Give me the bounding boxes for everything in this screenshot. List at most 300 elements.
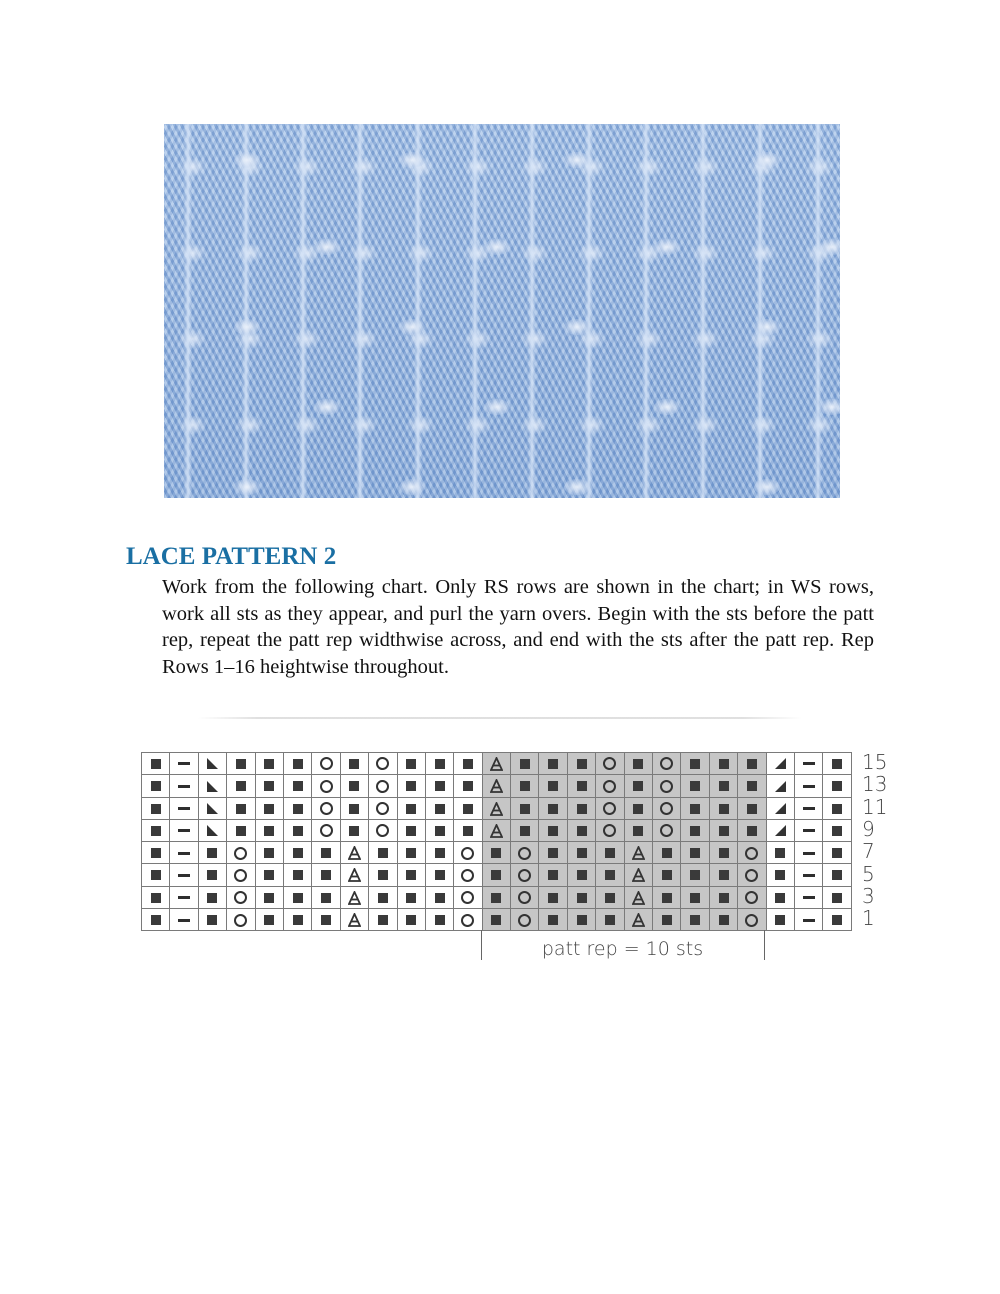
chart-cell — [425, 842, 453, 864]
knit-square-icon — [406, 915, 416, 925]
knit-square-icon — [491, 893, 501, 903]
knit-square-icon — [662, 870, 672, 880]
chart-cell — [312, 797, 340, 819]
swatch-eyelet — [754, 479, 780, 495]
knit-square-icon — [321, 915, 331, 925]
chart-cell — [454, 842, 482, 864]
chart-cell — [227, 775, 255, 797]
knit-square-icon — [633, 781, 643, 791]
knit-square-icon — [548, 870, 558, 880]
chart-cell — [283, 753, 311, 775]
left-decrease-triangle-icon — [206, 824, 219, 837]
knit-square-icon — [207, 915, 217, 925]
chart-cell — [312, 819, 340, 841]
chart-row-1 — [142, 909, 852, 931]
yarn-over-circle-icon — [745, 914, 758, 927]
yarn-over-circle-icon — [234, 891, 247, 904]
chart-cell — [142, 909, 170, 931]
purl-dash-icon — [803, 829, 815, 832]
chart-cell — [823, 797, 851, 819]
chart-cell — [653, 909, 681, 931]
swatch-eyelet — [484, 399, 510, 415]
yarn-over-circle-icon — [745, 891, 758, 904]
chart-cell — [823, 842, 851, 864]
knit-square-icon — [747, 781, 757, 791]
chart-cell — [283, 886, 311, 908]
knit-square-icon — [719, 915, 729, 925]
knit-square-icon — [747, 826, 757, 836]
knit-square-icon — [293, 893, 303, 903]
knit-square-icon — [463, 804, 473, 814]
swatch-rib — [242, 124, 250, 498]
chart-cell — [454, 886, 482, 908]
knit-square-icon — [690, 848, 700, 858]
pattern-instructions: Work from the following chart. Only RS rows are shown in the chart; in WS rows, work all sts as they appear, and purl the yarn overs. Begin with the sts before the patt rep, repeat the patt rep widthwise across, and end with the sts after the patt rep. Rep Rows 1–16 heightwise throughout. — [162, 576, 874, 678]
chart-cell — [596, 797, 624, 819]
chart-cell — [397, 886, 425, 908]
chart-cell — [482, 864, 510, 886]
knit-square-icon — [321, 870, 331, 880]
chart-cell — [511, 797, 539, 819]
knit-square-icon — [775, 870, 785, 880]
knit-square-icon — [832, 848, 842, 858]
chart-cell — [425, 886, 453, 908]
yarn-over-circle-icon — [518, 869, 531, 882]
row-number-label: 3 — [862, 883, 875, 908]
chart-row-3 — [142, 886, 852, 908]
knit-square-icon — [775, 848, 785, 858]
knit-square-icon — [406, 826, 416, 836]
knit-square-icon — [435, 781, 445, 791]
knit-square-icon — [151, 848, 161, 858]
purl-dash-icon — [178, 852, 190, 855]
knit-square-icon — [690, 759, 700, 769]
chart-cell — [397, 797, 425, 819]
purl-dash-icon — [178, 896, 190, 899]
knit-square-icon — [548, 915, 558, 925]
chart-cell — [766, 775, 794, 797]
chart-cell — [170, 864, 198, 886]
knit-square-icon — [406, 848, 416, 858]
knit-square-icon — [832, 915, 842, 925]
chart-row-15 — [142, 753, 852, 775]
knit-square-icon — [577, 804, 587, 814]
swatch-eyelet — [819, 399, 840, 415]
yarn-over-circle-icon — [518, 914, 531, 927]
yarn-over-circle-icon — [234, 847, 247, 860]
chart-cell — [738, 842, 766, 864]
chart-cell — [369, 842, 397, 864]
chart-cell — [198, 819, 226, 841]
knit-square-icon — [349, 826, 359, 836]
chart-cell — [823, 864, 851, 886]
chart-cell — [624, 864, 652, 886]
chart-cell — [283, 775, 311, 797]
chart-cell — [794, 819, 822, 841]
chart-cell — [794, 909, 822, 931]
knit-square-icon — [236, 759, 246, 769]
swatch-eyelet — [234, 152, 260, 168]
chart-cell — [511, 886, 539, 908]
chart-cell — [170, 775, 198, 797]
chart-cell — [653, 886, 681, 908]
chart-cell — [454, 797, 482, 819]
chart-cell — [539, 886, 567, 908]
knit-square-icon — [520, 759, 530, 769]
chart-cell — [624, 886, 652, 908]
chart-cell — [482, 819, 510, 841]
knit-square-icon — [548, 804, 558, 814]
chart-cell — [511, 842, 539, 864]
chart-cell — [511, 864, 539, 886]
chart-cell — [170, 842, 198, 864]
double-decrease-triangle-icon — [348, 891, 361, 905]
chart-cell — [454, 775, 482, 797]
knit-square-icon — [662, 893, 672, 903]
chart-cell — [681, 775, 709, 797]
chart-cell — [653, 753, 681, 775]
chart-cell — [539, 864, 567, 886]
chart-cell — [681, 819, 709, 841]
chart-cell — [567, 886, 595, 908]
chart-cell — [454, 864, 482, 886]
chart-cell — [170, 819, 198, 841]
chart-cell — [539, 753, 567, 775]
yarn-over-circle-icon — [603, 802, 616, 815]
knit-square-icon — [719, 759, 729, 769]
knit-square-icon — [293, 759, 303, 769]
chart-cell — [425, 797, 453, 819]
row-number-label: 7 — [862, 839, 875, 864]
knit-square-icon — [577, 915, 587, 925]
row-number-label: 15 — [862, 750, 888, 774]
knit-square-icon — [577, 893, 587, 903]
knit-square-icon — [435, 759, 445, 769]
yarn-over-circle-icon — [376, 802, 389, 815]
chart-cell — [198, 864, 226, 886]
chart-cell — [794, 797, 822, 819]
chart-cell — [766, 864, 794, 886]
purl-dash-icon — [803, 874, 815, 877]
knit-square-icon — [719, 826, 729, 836]
chart-cell — [794, 864, 822, 886]
chart-cell — [766, 753, 794, 775]
chart-cell — [283, 864, 311, 886]
yarn-over-circle-icon — [603, 780, 616, 793]
knit-square-icon — [605, 870, 615, 880]
swatch-rib — [471, 124, 479, 498]
chart-cell — [227, 864, 255, 886]
chart-cell — [567, 864, 595, 886]
chart-cell — [198, 775, 226, 797]
chart-cell — [482, 842, 510, 864]
chart-cell — [369, 797, 397, 819]
knit-square-icon — [832, 759, 842, 769]
double-decrease-triangle-icon — [632, 868, 645, 882]
knit-square-icon — [151, 893, 161, 903]
chart-cell — [227, 797, 255, 819]
chart-cell — [369, 909, 397, 931]
knit-square-icon — [435, 804, 445, 814]
rep-bracket-right — [764, 930, 765, 960]
knit-square-icon — [293, 915, 303, 925]
swatch-rib — [642, 124, 650, 498]
chart-cell — [681, 909, 709, 931]
chart-cell — [397, 753, 425, 775]
swatch-rib — [414, 124, 422, 498]
knit-square-icon — [747, 804, 757, 814]
knit-square-icon — [349, 804, 359, 814]
chart-cell — [794, 753, 822, 775]
double-decrease-triangle-icon — [632, 891, 645, 905]
chart-cell — [255, 797, 283, 819]
chart-cell — [738, 775, 766, 797]
yarn-over-circle-icon — [660, 824, 673, 837]
double-decrease-triangle-icon — [632, 913, 645, 927]
purl-dash-icon — [178, 785, 190, 788]
knit-square-icon — [662, 915, 672, 925]
chart-cell — [539, 909, 567, 931]
double-decrease-triangle-icon — [490, 779, 503, 793]
chart-cell — [482, 909, 510, 931]
knit-square-icon — [406, 781, 416, 791]
yarn-over-circle-icon — [603, 757, 616, 770]
chart-row-11 — [142, 797, 852, 819]
knit-square-icon — [719, 870, 729, 880]
swatch-eyelet — [564, 152, 590, 168]
yarn-over-circle-icon — [660, 802, 673, 815]
double-decrease-triangle-icon — [632, 846, 645, 860]
double-decrease-triangle-icon — [348, 913, 361, 927]
chart-cell — [312, 864, 340, 886]
swatch-eyelet — [314, 239, 340, 255]
chart-cell — [454, 909, 482, 931]
chart-cell — [539, 842, 567, 864]
knit-square-icon — [378, 915, 388, 925]
chart-cell — [596, 753, 624, 775]
yarn-over-circle-icon — [518, 847, 531, 860]
row-number-label: 1 — [862, 906, 875, 931]
yarn-over-circle-icon — [376, 780, 389, 793]
knit-square-icon — [207, 893, 217, 903]
yarn-over-circle-icon — [320, 824, 333, 837]
knit-square-icon — [548, 893, 558, 903]
chart-cell — [738, 886, 766, 908]
knitted-swatch-photo — [164, 124, 840, 498]
knit-square-icon — [719, 848, 729, 858]
chart-cell — [397, 842, 425, 864]
knit-square-icon — [293, 804, 303, 814]
knit-square-icon — [151, 826, 161, 836]
left-decrease-triangle-icon — [206, 780, 219, 793]
knit-square-icon — [548, 759, 558, 769]
yarn-over-circle-icon — [461, 869, 474, 882]
knit-square-icon — [151, 804, 161, 814]
swatch-eyelet — [399, 479, 425, 495]
chart-cell — [198, 886, 226, 908]
chart-cell — [709, 864, 737, 886]
knit-square-icon — [151, 870, 161, 880]
swatch-eyelet — [399, 152, 425, 168]
knit-square-icon — [264, 893, 274, 903]
knit-square-icon — [321, 848, 331, 858]
chart-cell — [170, 753, 198, 775]
chart-cell — [482, 775, 510, 797]
chart-cell — [255, 909, 283, 931]
chart-row-9 — [142, 819, 852, 841]
knit-square-icon — [463, 781, 473, 791]
yarn-over-circle-icon — [660, 780, 673, 793]
knit-square-icon — [378, 848, 388, 858]
chart-cell — [681, 886, 709, 908]
row-number-label: 9 — [862, 816, 875, 841]
yarn-over-circle-icon — [234, 914, 247, 927]
knit-square-icon — [690, 781, 700, 791]
chart-cell — [624, 797, 652, 819]
chart-cell — [142, 886, 170, 908]
chart-cell — [738, 819, 766, 841]
purl-dash-icon — [178, 807, 190, 810]
yarn-over-circle-icon — [376, 757, 389, 770]
chart-cell — [340, 775, 368, 797]
chart-cell — [227, 842, 255, 864]
yarn-over-circle-icon — [518, 891, 531, 904]
knit-square-icon — [463, 826, 473, 836]
chart-cell — [340, 886, 368, 908]
right-decrease-triangle-icon — [774, 802, 787, 815]
chart-cell — [738, 797, 766, 819]
knit-square-icon — [236, 804, 246, 814]
chart-cell — [340, 909, 368, 931]
knit-square-icon — [435, 870, 445, 880]
knit-square-icon — [747, 759, 757, 769]
row-number-label: 13 — [862, 772, 888, 797]
yarn-over-circle-icon — [461, 891, 474, 904]
knit-square-icon — [577, 848, 587, 858]
chart-cell — [596, 909, 624, 931]
swatch-eyelet — [654, 239, 680, 255]
knit-square-icon — [832, 893, 842, 903]
chart-cell — [369, 886, 397, 908]
chart-cell — [539, 775, 567, 797]
chart-cell — [766, 797, 794, 819]
chart-cell — [425, 753, 453, 775]
chart-cell — [142, 864, 170, 886]
chart-cell — [142, 819, 170, 841]
knit-square-icon — [605, 915, 615, 925]
purl-dash-icon — [803, 919, 815, 922]
chart-cell — [681, 753, 709, 775]
swatch-rib — [814, 124, 822, 498]
knit-square-icon — [151, 915, 161, 925]
knit-square-icon — [577, 759, 587, 769]
chart-cell — [142, 775, 170, 797]
chart-cell — [709, 886, 737, 908]
knitting-chart — [141, 752, 852, 931]
chart-cell — [340, 797, 368, 819]
chart-cell — [369, 819, 397, 841]
chart-cell — [624, 819, 652, 841]
chart-cell — [823, 775, 851, 797]
knit-square-icon — [236, 826, 246, 836]
chart-cell — [425, 864, 453, 886]
chart-cell — [369, 753, 397, 775]
chart-cell — [482, 753, 510, 775]
swatch-eyelet — [564, 479, 590, 495]
chart-cell — [142, 797, 170, 819]
knit-square-icon — [690, 893, 700, 903]
knit-square-icon — [435, 826, 445, 836]
chart-cell — [312, 886, 340, 908]
double-decrease-triangle-icon — [490, 757, 503, 771]
chart-cell — [709, 797, 737, 819]
chart-cell — [170, 909, 198, 931]
swatch-rib — [528, 124, 536, 498]
knit-square-icon — [264, 759, 274, 769]
knit-square-icon — [605, 848, 615, 858]
swatch-eyelet — [654, 399, 680, 415]
chart-cell — [794, 886, 822, 908]
chart-cell — [653, 819, 681, 841]
knit-square-icon — [491, 870, 501, 880]
knit-square-icon — [690, 915, 700, 925]
knit-square-icon — [378, 870, 388, 880]
chart-cell — [653, 864, 681, 886]
knit-square-icon — [406, 804, 416, 814]
chart-cell — [198, 797, 226, 819]
swatch-rib — [756, 124, 764, 498]
knit-square-icon — [491, 848, 501, 858]
chart-cell — [596, 864, 624, 886]
chart-cell — [567, 797, 595, 819]
chart-cell — [227, 886, 255, 908]
swatch-eyelet — [234, 319, 260, 335]
chart-cell — [454, 819, 482, 841]
chart-cell — [255, 886, 283, 908]
right-decrease-triangle-icon — [774, 757, 787, 770]
row-number-label: 11 — [862, 794, 888, 819]
knit-square-icon — [633, 826, 643, 836]
swatch-eyelet — [754, 152, 780, 168]
chart-cell — [312, 909, 340, 931]
knit-square-icon — [662, 848, 672, 858]
yarn-over-circle-icon — [320, 780, 333, 793]
knit-square-icon — [719, 781, 729, 791]
chart-cell — [255, 775, 283, 797]
knit-square-icon — [264, 804, 274, 814]
chart-cell — [369, 864, 397, 886]
chart-cell — [738, 864, 766, 886]
yarn-over-circle-icon — [320, 802, 333, 815]
knit-square-icon — [435, 848, 445, 858]
chart-cell — [766, 842, 794, 864]
chart-cell — [312, 775, 340, 797]
chart-cell — [397, 864, 425, 886]
swatch-rib — [699, 124, 707, 498]
chart-row-7 — [142, 842, 852, 864]
chart-cell — [340, 842, 368, 864]
purl-dash-icon — [803, 852, 815, 855]
knit-square-icon — [690, 826, 700, 836]
chart-cell — [142, 842, 170, 864]
knit-square-icon — [633, 804, 643, 814]
knit-square-icon — [775, 893, 785, 903]
knit-square-icon — [207, 848, 217, 858]
knit-square-icon — [349, 759, 359, 769]
chart-row-5 — [142, 864, 852, 886]
chart-cell — [596, 842, 624, 864]
chart-cell — [227, 753, 255, 775]
